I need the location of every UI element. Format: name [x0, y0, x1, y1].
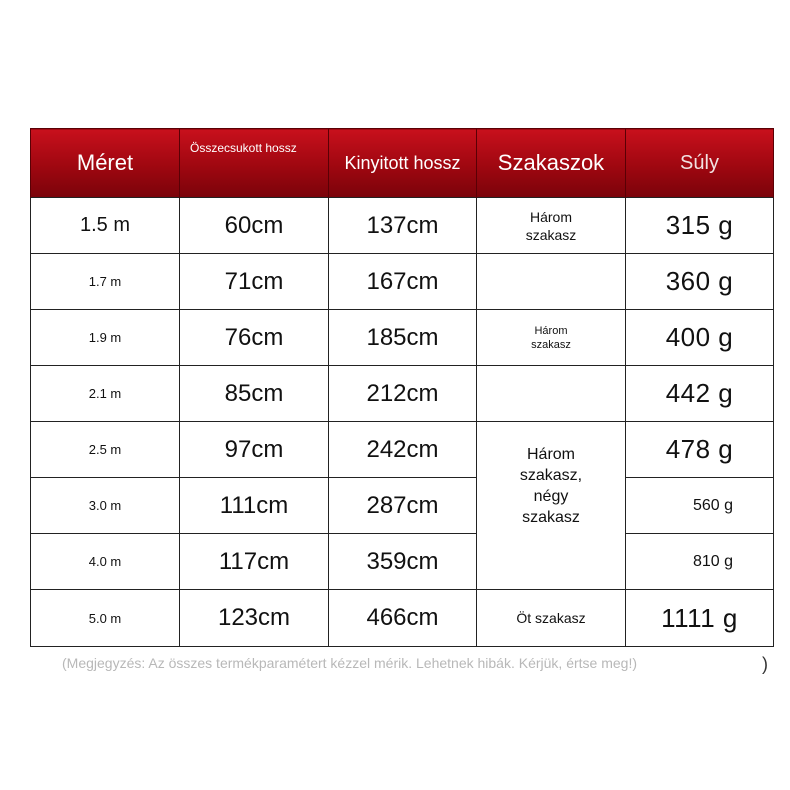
cell-folded: 123cm — [180, 590, 329, 647]
table-row — [31, 478, 774, 534]
cell-size: 1.7 m — [31, 254, 180, 310]
cell-sections — [477, 534, 626, 590]
spec-table-container — [30, 128, 773, 647]
cell-weight: 1111 g — [626, 590, 774, 647]
cell-folded: 85cm — [180, 366, 329, 422]
header-folded-length: Összecsukott hossz — [180, 129, 329, 198]
table-row — [31, 366, 774, 422]
cell-weight: 478 g — [626, 422, 774, 478]
table-row — [31, 198, 774, 254]
cell-sections — [477, 310, 626, 366]
cell-open: 137cm — [329, 198, 477, 254]
cell-weight: 400 g — [626, 310, 774, 366]
sections-text: Három szakasz — [531, 324, 571, 351]
header-weight: Súly — [626, 129, 774, 198]
cell-sections — [477, 366, 626, 422]
cell-open: 185cm — [329, 310, 477, 366]
cell-weight: 560 g — [626, 478, 774, 534]
cell-size: 3.0 m — [31, 478, 180, 534]
sections-text: Három szakasz — [525, 208, 577, 243]
cell-folded: 76cm — [180, 310, 329, 366]
cell-open: 466cm — [329, 590, 477, 647]
cell-folded: 117cm — [180, 534, 329, 590]
table-body — [31, 198, 774, 647]
cell-folded: 97cm — [180, 422, 329, 478]
cell-weight: 360 g — [626, 254, 774, 310]
cell-size: 1.5 m — [31, 198, 180, 254]
cell-open: 167cm — [329, 254, 477, 310]
cell-weight: 442 g — [626, 366, 774, 422]
trailing-paren: ) — [762, 654, 768, 674]
spec-table — [30, 128, 774, 647]
sections-text: Három szakasz, négy szakasz — [519, 445, 583, 526]
table-header — [31, 129, 774, 198]
cell-folded: 71cm — [180, 254, 329, 310]
cell-size: 5.0 m — [31, 590, 180, 647]
table-row — [31, 534, 774, 590]
cell-open: 287cm — [329, 478, 477, 534]
cell-weight: 315 g — [626, 198, 774, 254]
cell-weight: 810 g — [626, 534, 774, 590]
cell-open: 212cm — [329, 366, 477, 422]
cell-size: 2.5 m — [31, 422, 180, 478]
cell-sections — [477, 198, 626, 254]
cell-folded: 111cm — [180, 478, 329, 534]
cell-open: 242cm — [329, 422, 477, 478]
cell-sections: Öt szakasz — [477, 590, 626, 647]
header-row — [31, 129, 774, 198]
cell-size: 1.9 m — [31, 310, 180, 366]
table-row — [31, 590, 774, 647]
header-open-length: Kinyitott hossz — [329, 129, 477, 198]
cell-size: 4.0 m — [31, 534, 180, 590]
table-row — [31, 310, 774, 366]
header-sections: Szakaszok — [477, 129, 626, 198]
footnote: (Megjegyzés: Az összes termékparamétert kézzel mérik. Lehetnek hibák. Kérjük, értse meg!) — [62, 655, 638, 671]
cell-sections — [477, 445, 626, 534]
cell-open: 359cm — [329, 534, 477, 590]
cell-size: 2.1 m — [31, 366, 180, 422]
header-size: Méret — [31, 129, 180, 198]
cell-sections — [477, 254, 626, 310]
cell-folded: 60cm — [180, 198, 329, 254]
table-row — [31, 422, 774, 478]
table-row — [31, 254, 774, 310]
